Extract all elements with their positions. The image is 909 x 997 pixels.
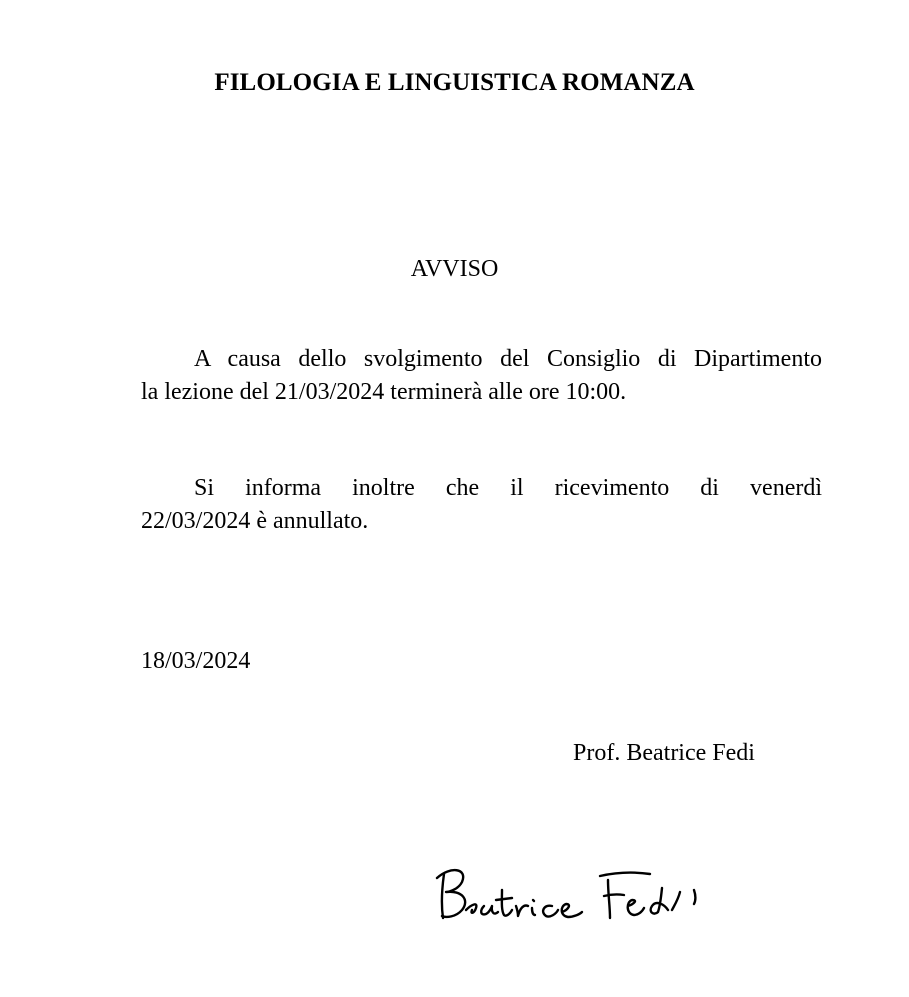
paragraph-1-line-2: la lezione del 21/03/2024 terminerà alle ore 10:00.	[141, 379, 627, 405]
paragraph-1	[141, 343, 822, 409]
document-date: 18/03/2024	[141, 648, 251, 674]
paragraph-2-line-1: Si informa inoltre che il ricevimento di venerdì	[194, 475, 822, 501]
paragraph-1-line-1: A causa dello svolgimento del Consiglio di Dipartimento	[194, 346, 822, 372]
paragraph-2	[141, 472, 822, 538]
paragraph-2-line-2: 22/03/2024 è annullato.	[141, 508, 369, 534]
signer-name: Prof. Beatrice Fedi	[573, 740, 755, 766]
handwritten-signature	[432, 860, 732, 930]
document-title: FILOLOGIA E LINGUISTICA ROMANZA	[214, 69, 695, 96]
notice-heading: AVVISO	[410, 256, 499, 282]
